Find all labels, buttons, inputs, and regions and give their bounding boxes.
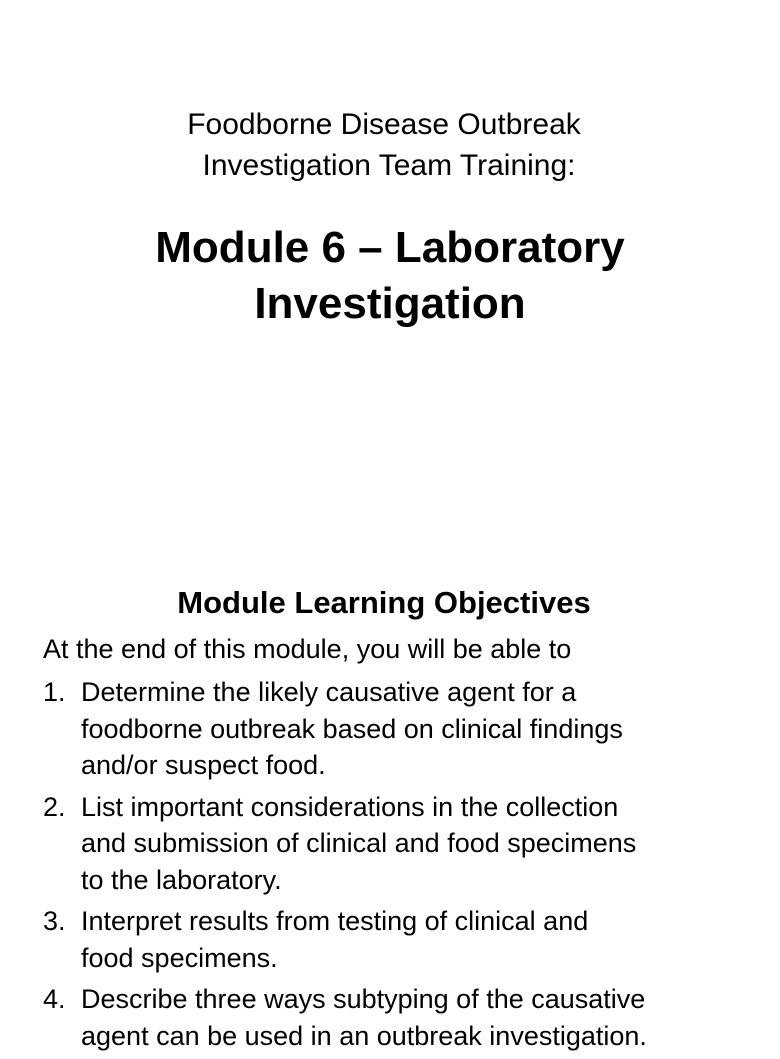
objective-line: agent can be used in an outbreak investigation. — [81, 1020, 647, 1051]
objective-line: List important considerations in the collection — [81, 791, 619, 822]
objective-item — [43, 981, 743, 1054]
objectives-heading: Module Learning Objectives — [177, 585, 591, 620]
subtitle-line-1: Foodborne Disease Outbreak — [187, 108, 581, 141]
objective-number: 1. — [43, 677, 66, 707]
objective-line: to the laboratory. — [81, 864, 282, 895]
objective-number: 4. — [43, 984, 66, 1014]
objective-text — [81, 674, 743, 784]
slide-subtitle — [0, 104, 768, 186]
objective-line: food specimens. — [81, 942, 278, 973]
slide-title — [0, 220, 780, 332]
objective-line: and/or suspect food. — [81, 750, 326, 780]
objective-number: 3. — [43, 906, 66, 936]
objective-line: and submission of clinical and food specimens — [81, 828, 637, 858]
objectives-list — [43, 674, 743, 1059]
objective-number: 2. — [43, 791, 66, 822]
objective-text — [81, 789, 743, 899]
objectives-intro: At the end of this module, you will be able to — [43, 634, 572, 664]
objective-line: foodborne outbreak based on clinical findings — [81, 713, 623, 744]
objective-item — [43, 674, 743, 784]
title-line-2: Investigation — [254, 279, 526, 328]
title-line-1: Module 6 – Laboratory — [155, 223, 625, 272]
objective-text — [81, 981, 743, 1054]
objective-text — [81, 903, 743, 976]
objective-line: Determine the likely causative agent for a — [81, 677, 577, 707]
objective-item — [43, 789, 743, 899]
objective-item — [43, 903, 743, 976]
objective-line: Interpret results from testing of clinical and — [81, 906, 589, 936]
objective-line: Describe three ways subtyping of the causative — [81, 984, 646, 1014]
subtitle-line-2: Investigation Team Training: — [202, 149, 576, 182]
